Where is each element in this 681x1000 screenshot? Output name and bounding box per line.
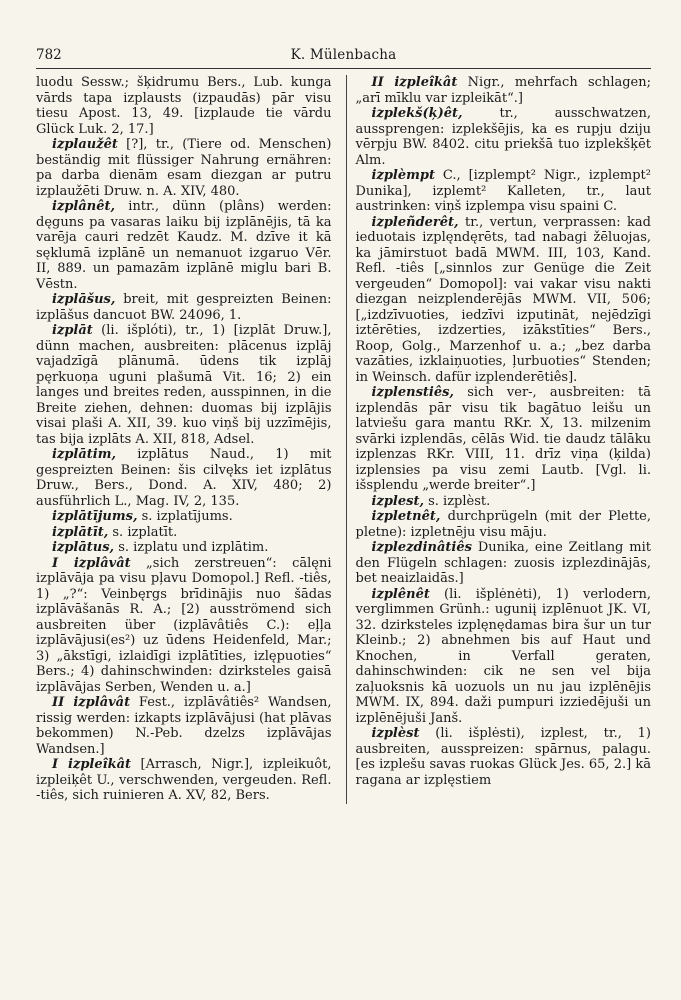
entry-text: [Arrasch, Nigr.], izpleikuôt, izpleiķêt U., verschwenden, vergeuden. Refl. -tiês, sich ruinieren A. XV, 82, Bers. [36,757,332,803]
right-column [346,75,652,804]
dictionary-entry [356,106,652,168]
entry-text: tr., ausschwatzen, aussprengen: izplekšējis, ka es rupju dziju vērpju BW. 8402. citu priekšā tuo izplekšķēt Alm. [355,106,651,168]
entry-text: Dunika, eine Zeitlang mit den Flügeln schlagen: zuosis izplezdinājās, bet neaizlaidās.] [355,540,651,586]
left-column [36,75,332,804]
entry-text: durchprügeln (mit der Plette, pletne): izpletnēju visu māju. [355,509,651,540]
entry-text: „sich zerstreuen“: cālęni izplāvāja pa visu pļavu Domopol.] Refl. -tiês, 1) „?“: Veinbęrgs brīdinājis nuo šādas izplāvāšanās R. A.; [2) ausströmend sich ausbreiten über (izplāvâtiês C.): eļļa izplāvājusi(es²) uz ūdens Heidenfeld, Mar.; 3) „ākstīgi, izlaidīgi izplātīties, izlępuoties“ Bers.; 4) dahinschwinden: dzirksteles gaisā izplāvājas Serben, Wenden u. a.] [36,555,332,695]
page-number: 782 [36,47,62,63]
dictionary-entry [36,199,332,292]
entry-text: luodu Sessw.; šķidrumu Bers., Lub. kunga vārds tapa izplausts (izpaudās) pār visu tiesu Apost. 13, 49. [izplaude tie vārdu Glück Luk. 2, 17.] [36,75,332,137]
entry-headword: izplātīt, [52,524,109,540]
entry-headword: II izplâvât [52,695,131,710]
entry-headword: izpletnêt, [371,509,441,524]
dictionary-entry [356,540,652,587]
entry-headword: izplātus, [52,540,115,555]
dictionary-entry [356,75,652,106]
entry-headword: izplèst [371,726,420,741]
dictionary-entry [36,447,332,509]
entry-text: intr., dünn (plâns) werden: dęguns pa vasaras laiku bij izplānējis, tā ka varēja cauri redzēt Kaudz. M. dzīve it kā sęklumā izplānē un nemanuot izgaruo Vēr. II, 889. un pamazām izplānē miglu bari B. Vēstn. [36,199,332,292]
entry-text: Fest., izplāvâtiês² Wandsen, rissig werden: izkapts izplāvājusi (hat plāvas bekommen) N.-Peb. dzelzs izplāvājas Wandsen.] [36,695,332,757]
entry-headword: izplest, [371,493,424,509]
entry-text: (li. išplėnėti), 1) verlodern, verglimmen Grünh.: uguniį izplēnuot JK. VI, 32. dzirksteles izplęnędamas bira šur un tur Kleinb.; 2) abnehmen bis auf Haut und Knochen, in Verfall geraten, dahinschwinden: cik ne sen vel bija zaļuoksnis kā uozuols un nu jau izplēnējis MWM. IX, 894. daži pumpuri izziedējuši un izplēnējuši Janš. [355,586,651,726]
dictionary-entry [356,494,652,510]
entry-headword: I izpleîkât [52,757,132,772]
dictionary-entry [36,137,332,199]
dictionary-entry [36,509,332,525]
entry-headword: izplātim, [52,447,116,462]
dictionary-entry [356,726,652,788]
entry-headword: II izpleîkât [371,75,458,90]
dictionary-entry [36,75,332,137]
entry-text: [?], tr., (Tiere od. Menschen) beständig mit flüssiger Nahrung ernähren: pa darba dienām esam diezgan ar putru izplaužēti Druw. n. A. XIV, 480. [36,137,332,199]
dictionary-entry [36,695,332,757]
entry-text: breit, mit gespreizten Beinen: izplāšus dancuot BW. 24096, 1. [36,292,332,323]
dictionary-entry [356,215,652,386]
entry-text: (li. išplėsti), izplest, tr., 1) ausbreiten, ausspreizen: spārnus, palagu. [es izplešu savas ruokas Glück Jes. 65, 2.] kā ragana ar izplęstiem [355,726,651,788]
columns [36,75,651,804]
dictionary-entry [356,168,652,215]
entry-text: C., [izplempt² Nigr., izplempt² Dunika], izplemt² Kalleten, tr., laut austrinken: viņš izplempa visu spaini C. [355,168,651,214]
entry-headword: izplātījums, [52,509,138,524]
entry-text: tr., vertun, verprassen: kad ieduotais izplęndęrēts, tad nabagi žēluojas, ka jāmirstuot badā MWM. III, 103, Kand. Refl. -tiês [„sinnlos zur Genüge die Zeit vergeuden“ Domopol]: vai vakar visu nakti diezgan neizplenderējās MWM. VII, 506; [„izdzīvuoties, iedzīvi izputināt, nejēdzīgi iztērēties, izdzerties, izākstīties“ Bers., Roop, Golg., Marzenhof u. a.; „bez darba vazāties, izklaiņuoties, ļurbuoties“ Stenden; in Weinsch. dafür izplenderētiês]. [355,214,651,385]
entry-headword: izplāšus, [52,292,116,307]
entry-headword: izplezdinâtiês [371,540,472,555]
entry-text: izplātus Naud., 1) mit gespreizten Beinen: šis cilvęks iet izplātus Druw., Bers., Dond. A. XIV, 480; 2) ausführlich L., Mag. IV, 2, 135. [36,447,332,509]
entry-headword: izplânêt, [52,199,116,214]
entry-headword: I izplâvât [52,555,131,571]
entry-text: Nigr., mehrfach schlagen; „arī mīklu var izpleikāt“.] [355,75,651,106]
dictionary-entry [36,757,332,804]
entry-headword: izplênêt [371,586,430,602]
page-header [36,47,651,69]
entry-text: s. izplatu und izplātim. [114,540,269,555]
dictionary-entry [356,587,652,727]
entry-headword: izplaužêt [52,137,118,152]
entry-headword: izpleñderêt, [371,214,459,230]
entry-text: s. izplatīt. [108,524,178,540]
entry-text: s. izplatījums. [137,509,233,524]
dictionary-entry [356,385,652,494]
dictionary-entry [356,509,652,540]
dictionary-entry [36,292,332,323]
dictionary-entry [36,556,332,696]
entry-headword: izplèmpt [371,168,435,183]
entry-text: (li. išplóti), tr., 1) [izplāt Druw.], dünn machen, ausbreiten: plācenus izplāj vajadzīgā plānumā. ūdens tik izplāj pęrkuoņa uguni plašumā Vit. 16; 2) ein langes und breites reden, ausspinnen, in die Breite ziehen, dehnen: duomas bij izplājis visai plaši A. XII, 39. kuo viņš bij uzzīmējis, tas bija izplāts A. XII, 818, Adsel. [36,323,332,447]
entry-headword: izplenstiês, [371,385,454,400]
entry-headword: izplekš(ķ)êt, [371,106,463,121]
entry-text: s. izplèst. [423,493,491,509]
dictionary-entry [36,525,332,541]
entry-headword: izplāt [52,323,93,338]
running-title: K. Mülenbacha [290,47,397,63]
dictionary-entry [36,540,332,556]
entry-text: sich ver-, ausbreiten: tā izplendās pār visu tik bagātuo leišu un latviešu gara mantu RKr. X, 13. milzenim svārki izplendās, cēlās Wid. tie daudz tālāku izplenzas RKr. VIII, 11. drīz viņa (ķilda) izplensies pa visu zemi Lautb. [Vgl. li. išsplendu „werde breiter“.] [355,385,651,493]
dictionary-entry [36,323,332,447]
header-rule [36,68,651,69]
